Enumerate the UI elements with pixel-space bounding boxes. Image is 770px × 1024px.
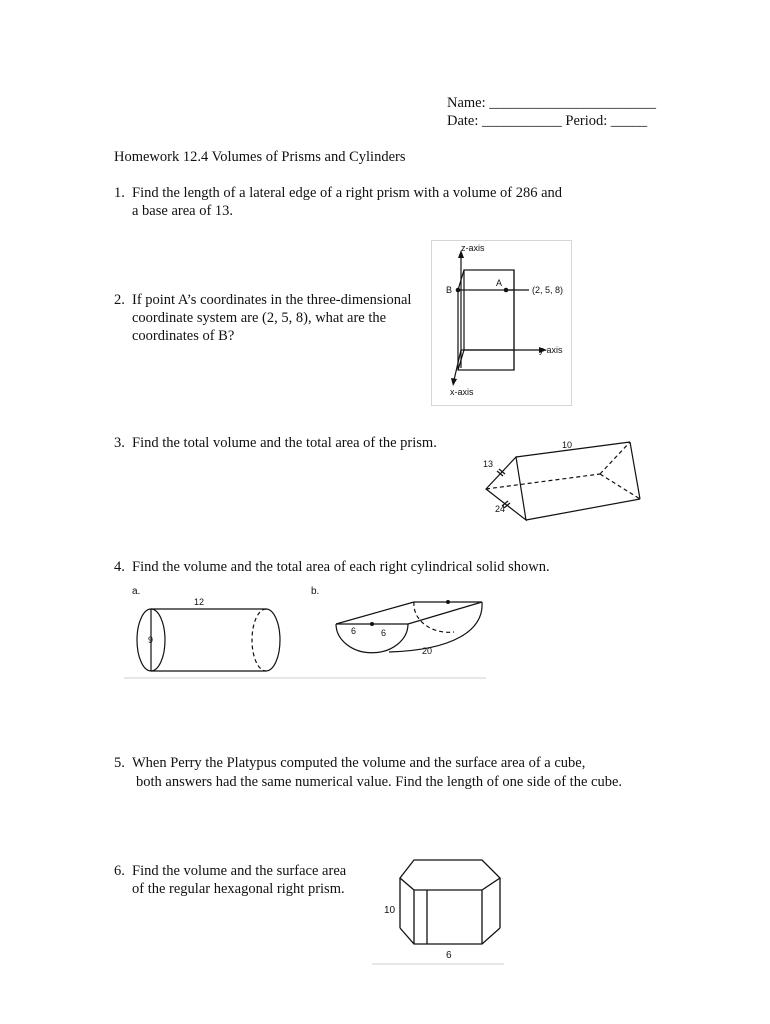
- question-text-line: Find the length of a lateral edge of a right prism with a volume of 286 and: [132, 185, 563, 201]
- point-a-label: A: [496, 278, 503, 288]
- question-text-line: If point A’s coordinates in the three-dimensional: [132, 292, 412, 308]
- question-text-line: coordinate system are (2, 5, 8), what are the: [132, 310, 387, 326]
- figure-4b-label: b.: [311, 586, 320, 597]
- figure-6-hexagonal-prism: [372, 846, 507, 968]
- question-text-line: Find the total volume and the total area of the prism.: [132, 435, 437, 451]
- cylinder-length-label: 12: [194, 597, 205, 607]
- question-text-line: both answers had the same numerical value. Find the length of one side of the cube.: [136, 774, 623, 790]
- question-number: 3.: [114, 435, 125, 451]
- base-edge-label: 24: [495, 504, 506, 514]
- prism-side-label: 6: [446, 950, 452, 961]
- question-text-line: Find the volume and the total area of each right cylindrical solid shown.: [132, 559, 550, 575]
- half-cylinder-radius-2: 6: [381, 628, 387, 638]
- question-number: 1.: [114, 185, 125, 201]
- question-text-line: When Perry the Platypus computed the volume and the surface area of a cube,: [132, 755, 586, 771]
- question-text-line: of the regular hexagonal right prism.: [132, 881, 345, 897]
- question-number: 6.: [114, 863, 125, 879]
- half-cylinder-length: 20: [422, 646, 433, 656]
- figure-4a-label: a.: [132, 586, 141, 597]
- question-text-line: coordinates of B?: [132, 328, 235, 344]
- side-edge-label: 13: [483, 459, 494, 469]
- point-a-coordinates: (2, 5, 8): [532, 285, 564, 295]
- figure-3-triangular-prism: [478, 434, 648, 529]
- y-axis-label: y-axis: [539, 345, 563, 355]
- worksheet-title: Homework 12.4 Volumes of Prisms and Cylinders: [114, 149, 406, 165]
- question-number: 5.: [114, 755, 125, 771]
- cylinder-diameter-label: 9: [148, 635, 154, 645]
- question-text-line: a base area of 13.: [132, 203, 234, 219]
- z-axis-label: z-axis: [461, 243, 485, 253]
- question-text-line: Find the volume and the surface area: [132, 863, 347, 879]
- question-number: 2.: [114, 292, 125, 308]
- prism-height-label: 10: [384, 905, 396, 916]
- name-field-line: Name: _______________________: [447, 95, 657, 111]
- x-axis-label: x-axis: [450, 387, 474, 397]
- figure-2-coordinate-box: [431, 240, 571, 405]
- question-number: 4.: [114, 559, 125, 575]
- figure-4-cylinders: [124, 580, 489, 682]
- half-cylinder-radius-1: 6: [351, 626, 357, 636]
- top-edge-label: 10: [562, 440, 573, 450]
- date-period-field-line: Date: ___________ Period: _____: [447, 113, 648, 129]
- point-b-label: B: [446, 285, 453, 295]
